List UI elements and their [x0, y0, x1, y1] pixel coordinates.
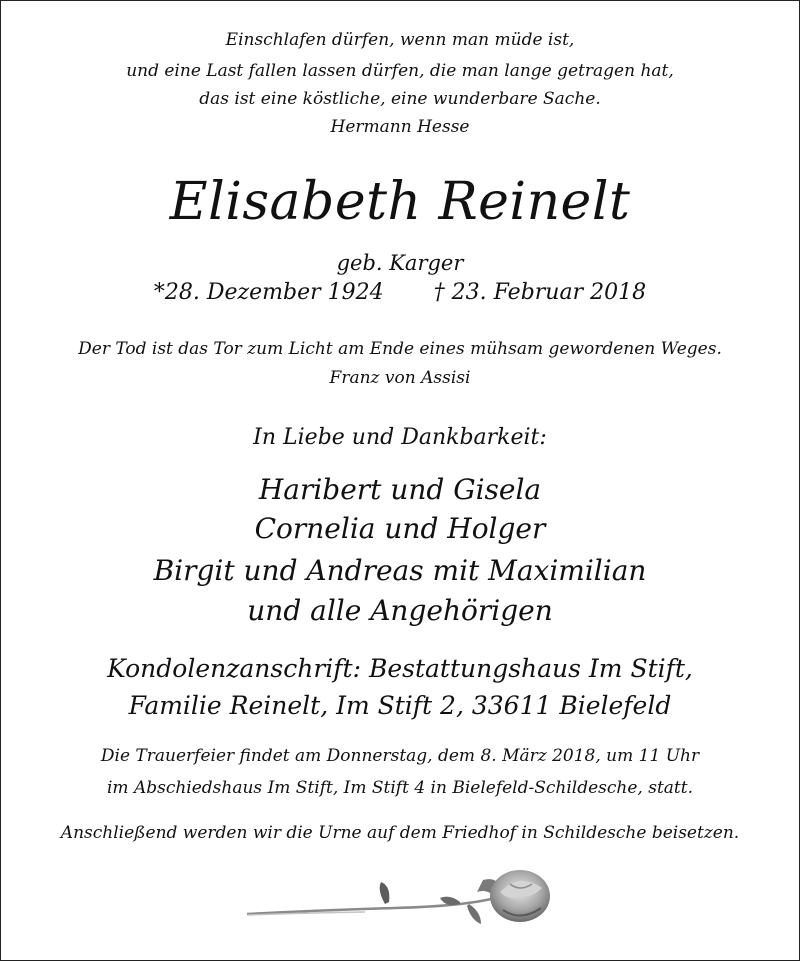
ceremony-line-3: Anschließend werden wir die Urne auf dem Friedhof in Schildesche beisetzen.: [60, 823, 740, 843]
mourner-line: Haribert und Gisela: [258, 473, 542, 506]
mourner-line: Birgit und Andreas mit Maximilian: [153, 554, 647, 587]
rose-icon: [245, 862, 555, 942]
deceased-name: Elisabeth Reinelt: [169, 172, 631, 232]
ceremony-line-1: Die Trauerfeier findet am Donnerstag, dem 8. März 2018, um 11 Uhr: [100, 746, 700, 766]
quote-line-3: das ist eine köstliche, eine wunderbare Sache.: [199, 89, 601, 109]
condolence-address-line-1: Kondolenzanschrift: Bestattungshaus Im Stift,: [107, 654, 693, 683]
mourner-line: und alle Angehörigen: [247, 594, 553, 627]
quote-author: Hermann Hesse: [330, 117, 470, 137]
quote-line-1: Einschlafen dürfen, wenn man müde ist,: [225, 30, 575, 50]
mourner-line: Cornelia und Holger: [254, 512, 546, 545]
ceremony-line-2: im Abschiedshaus Im Stift, Im Stift 4 in Bielefeld-Schildesche, statt.: [106, 778, 693, 798]
mourners-intro: In Liebe und Dankbarkeit:: [253, 425, 547, 450]
second-quote: Der Tod ist das Tor zum Licht am Ende eines mühsam gewordenen Weges.: [78, 339, 722, 359]
life-dates: [0, 280, 800, 305]
quote-line-2: und eine Last fallen lassen dürfen, die man lange getragen hat,: [126, 61, 674, 81]
second-quote-author: Franz von Assisi: [329, 368, 471, 388]
death-date: † 23. Februar 2018: [433, 280, 647, 305]
birth-date: *28. Dezember 1924: [153, 280, 384, 305]
condolence-address-line-2: Familie Reinelt, Im Stift 2, 33611 Bielefeld: [128, 691, 672, 720]
maiden-name: geb. Karger: [336, 251, 464, 275]
